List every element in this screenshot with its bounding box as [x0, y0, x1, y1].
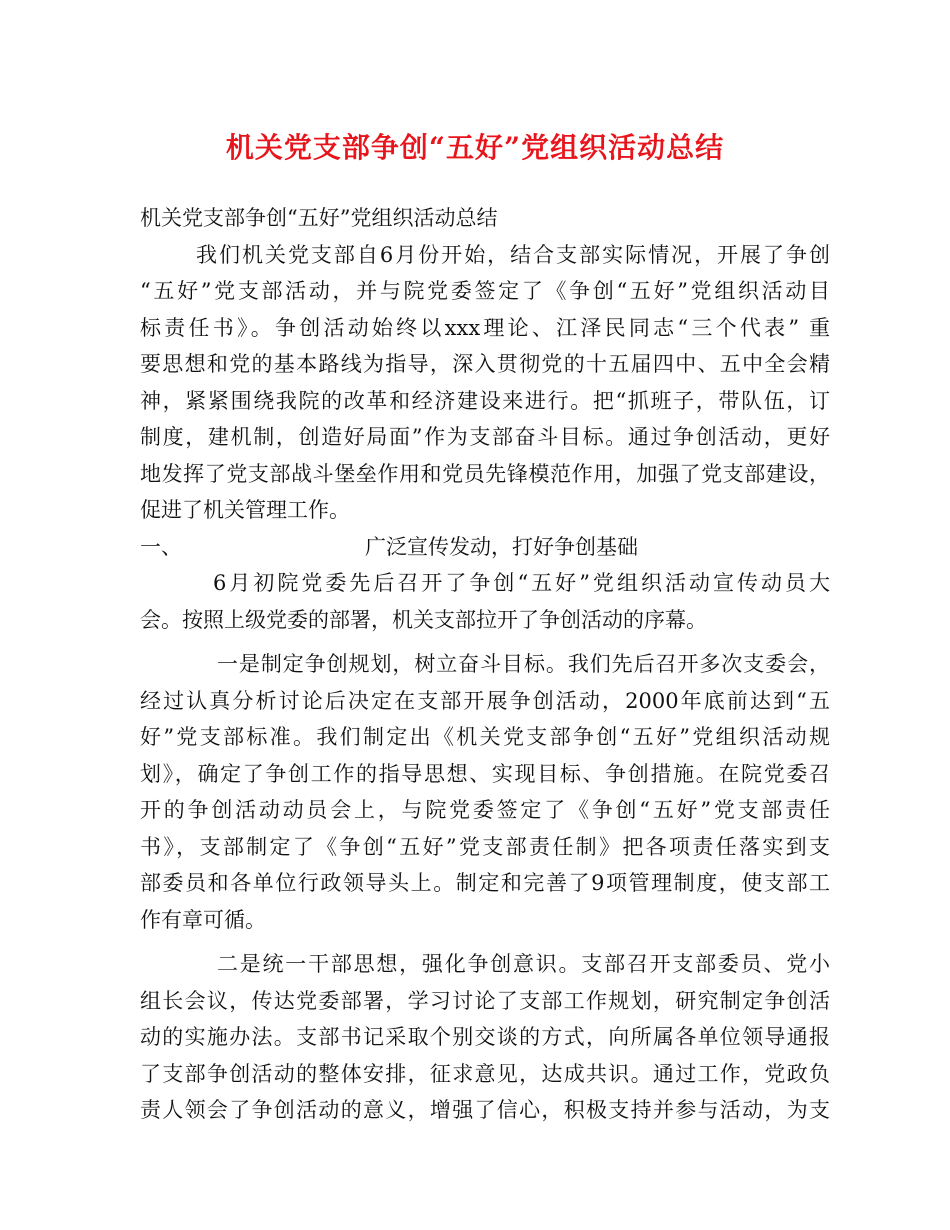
- intro-line: 要思想和党的基本路线为指导，深入贯彻党的十五届四中、五中全会精: [140, 352, 830, 376]
- paragraph-line: 组长会议，传达党委部署，学习讨论了支部工作规划，研究制定争创活: [140, 988, 830, 1013]
- paragraph-line: 一是制定争创规划，树立奋斗目标。我们先后召开多次支委会，: [217, 652, 830, 676]
- paragraph-line: 6月初院党委先后召开了争创“五好”党组织活动宣传动员大: [213, 571, 830, 595]
- paragraph-gap: [140, 938, 830, 946]
- paragraph-line: 二是统一干部思想，强化争创意识。支部召开支部委员、党小: [217, 952, 830, 976]
- intro-line: 标责任书》。争创活动始终以xxx理论、江泽民同志“三个代表” 重: [140, 315, 830, 340]
- intro-line: 促进了机关管理工作。: [140, 498, 350, 522]
- paragraph-line: 作有章可循。: [140, 907, 266, 932]
- intro-line: “五好”党支部活动，并与院党委签定了《争创“五好”党组织活动目: [140, 279, 830, 303]
- intro-line: 神，紧紧围绕我院的改革和经济建设来进行。把“抓班子，带队伍，订: [140, 388, 830, 413]
- intro-line: 制度，建机制，创造好局面”作为支部奋斗目标。通过争创活动，更好: [140, 425, 830, 449]
- paragraph-line: 开的争创活动动员会上，与院党委签定了《争创“五好”党支部责任: [140, 798, 830, 822]
- section-number: 一、: [140, 534, 182, 559]
- intro-line: 我们机关党支部自6月份开始，结合支部实际情况，开展了争创: [196, 242, 830, 267]
- paragraph-line: 责人领会了争创活动的意义，增强了信心，积极支持并参与活动，为支: [140, 1098, 830, 1122]
- section-heading-text: 广泛宣传发动，打好争创基础: [365, 534, 638, 559]
- intro-line: 地发挥了党支部战斗堡垒作用和党员先锋模范作用，加强了党支部建设，: [140, 461, 830, 486]
- paragraph-gap: [140, 638, 830, 646]
- paragraph-line: 了支部争创活动的整体安排，征求意见，达成共识。通过工作，党政负: [140, 1061, 830, 1086]
- paragraph-line: 动的实施办法。支部书记采取个别交谈的方式，向所属各单位领导通报: [140, 1025, 830, 1049]
- paragraph-line: 经过认真分析讨论后决定在支部开展争创活动，2000年底前达到“五: [140, 688, 830, 713]
- paragraph-line: 部委员和各单位行政领导头上。制定和完善了9项管理制度，使支部工: [140, 871, 830, 895]
- section-heading: [140, 529, 830, 566]
- subtitle-line: 机关党支部争创“五好”党组织活动总结: [140, 206, 498, 230]
- paragraph-line: 书》，支部制定了《争创“五好”党支部责任制》把各项责任落实到支: [140, 834, 830, 859]
- document-title: 机关党支部争创“五好”党组织活动总结: [225, 131, 725, 164]
- paragraph-line: 划》，确定了争创工作的指导思想、实现目标、争创措施。在院党委召: [140, 761, 830, 786]
- paragraph-line: 好”党支部标准。我们制定出《机关党支部争创“五好”党组织活动规: [140, 725, 830, 749]
- document-body: [140, 200, 830, 1129]
- paragraph-line: 会。按照上级党委的部署，机关支部拉开了争创活动的序幕。: [140, 607, 707, 632]
